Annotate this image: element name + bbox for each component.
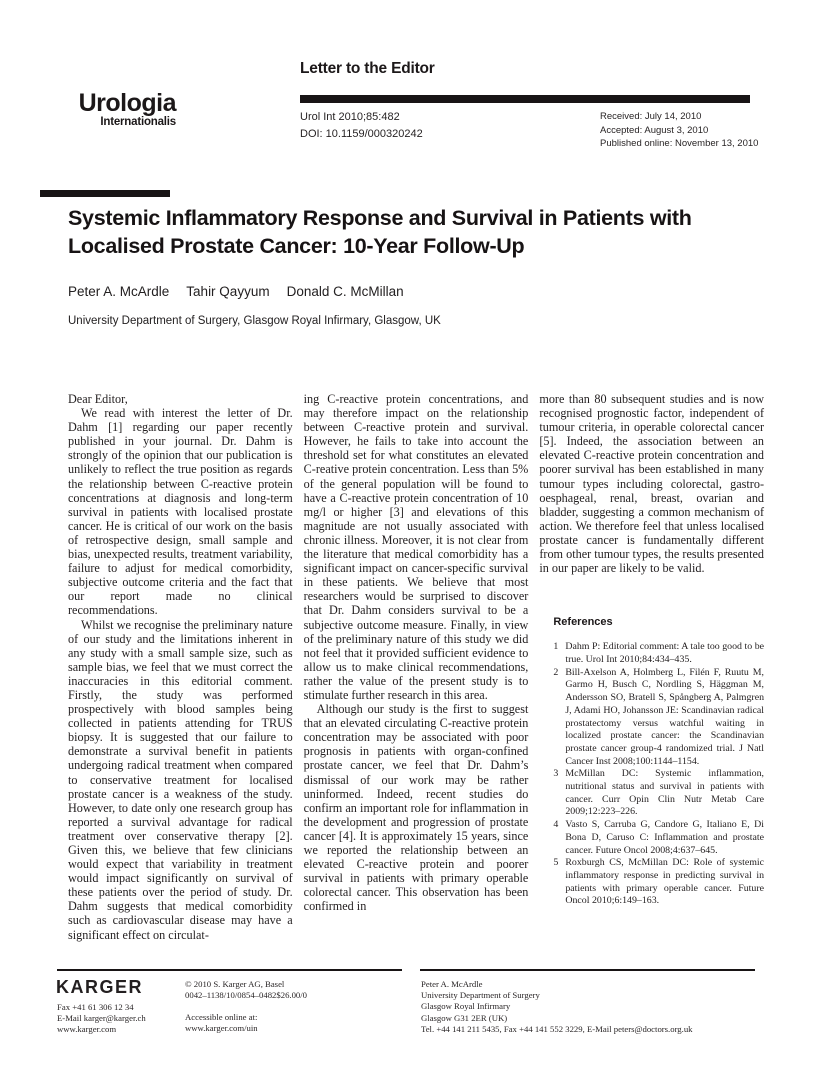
reference-number: 1 [553, 641, 559, 653]
reference-item [553, 768, 764, 819]
date-line: Accepted: August 3, 2010 [600, 124, 709, 136]
body-paragraph: more than 80 subsequent studies and is now recognised prognostic factor, independent of tumour criteria, in operable colorectal cancer [5]. Indeed, the association between an elevated C-reactive protein concentration and poorer survival has been established in many tumour types including colorectal, gastro-oesphageal, renal, breast, ovarian and bladder, suggesting a common mechanism of action. We therefore feel that unless localised prostate cancer is fundamentally different from other tumour types, the results presented in our paper are likely to be valid. [539, 392, 765, 576]
reference-number: 2 [553, 666, 559, 678]
reference-item [553, 641, 764, 666]
journal-logo-line1: Urologia [78, 89, 176, 117]
article-title: Systemic Inflammatory Response and Survival in Patients with Localised Prostate Cancer: 10-Year Follow-Up [68, 206, 692, 258]
body-column-1 [68, 392, 293, 942]
reference-item [553, 667, 764, 769]
reference-text: Bill-Axelson A, Holmberg L, Filén F, Ruutu M, Garmo H, Busch C, Nordling S, Häggman M, Andersson SO, Bratell S, Spångberg A, Palmgren J, Adami HO, Johansson JE: Scandinavian radical prostatectomy versus watchful waiting in localized prostate cancer: the Scandinavian prostate cancer group-4 randomized trial. J Natl Cancer Inst 2008;100:1144–1154. [565, 666, 765, 767]
copyright-line: 0042–1138/10/0854–0482$26.00/0 [185, 990, 308, 1001]
body-column-2 [304, 392, 529, 942]
references-list [553, 641, 764, 908]
reference-number: 5 [553, 857, 559, 869]
copyright-block [185, 979, 307, 1001]
correspondence-line: Glasgow G31 2ER (UK) [421, 1012, 508, 1023]
journal-citation: Urol Int 2010;85:482 [300, 111, 400, 123]
reference-text: Vasto S, Carruba G, Candore G, Italiano E, Di Bona D, Caruso C: Inflammation and prostate cancer. Future Oncol 2008;4:637–645. [565, 819, 765, 856]
reference-text: Dahm P: Editorial comment: A tale too good to be true. Urol Int 2010;84:434–435. [565, 641, 765, 666]
journal-logo [66, 90, 176, 129]
footer-rule-right [420, 969, 755, 971]
reference-number: 3 [553, 768, 559, 780]
references-section [539, 615, 764, 908]
body-column-3-text [539, 392, 764, 575]
date-line: Received: July 14, 2010 [600, 111, 702, 122]
body-paragraph: Although our study is the first to suggest that an elevated circulating C-reactive protein concentration may be associated with poor prognosis in patients with organ-confined prostate cancer, we feel that Dr. Dahm’s dismissal of our work may be rather uninformed. Indeed, recent studies do confirm an important role for inflammation in the development and progression of prostate cancer [4]. It is approximately 15 years, since we reported the relationship between an elevated C-reactive protein and poorer survival in patients with primary operable colorectal cancer. This observation has been confirmed in [303, 702, 529, 914]
publisher-contact-line: Fax +41 61 306 12 34 [57, 1002, 134, 1012]
reference-text: McMillan DC: Systemic inflammation, nutritional status and survival in patients with cancer. Curr Opin Clin Nutr Metab Care 2009;12:223–226. [565, 768, 765, 818]
journal-logo-line2: Internationalis [100, 116, 176, 128]
publisher-contact-line: www.karger.com [57, 1024, 117, 1035]
body-column-3 [539, 392, 764, 942]
publisher-contact-line: E-Mail karger@karger.ch [57, 1013, 146, 1024]
references-heading: References [553, 616, 613, 629]
body-paragraph: Dear Editor, [68, 392, 128, 406]
header-rule-bar [300, 95, 750, 103]
affiliation: University Department of Surgery, Glasgow Royal Infirmary, Glasgow, UK [68, 315, 441, 327]
author-name: Tahir Qayyum [186, 284, 270, 299]
author-name: Peter A. McArdle [68, 284, 170, 299]
correspondence-block [421, 979, 693, 1035]
dates-block [600, 110, 758, 151]
article-body [68, 392, 764, 942]
body-paragraph: ing C-reactive protein concentrations, and may therefore impact on the relationship between C-reactive protein and survival. However, he fails to take into account the threshold set for what constitutes an elevated C-reative protein concentration. Less than 5% of the general population will be found to have a C-reactive protein concentration of 10 mg/l or higher [3] and elevations of this magnitude are not usually associated with chronic illness. Moreover, it is not clear from the literature that medical comorbidity has a significant impact on cancer-specific survival in these patients. We believe that most researchers would be surprised to discover that Dr. Dahm considers survival to be a subjective outcome measure. Finally, in view of the preliminary nature of this study we did not feel that it provided sufficient evidence to allow us to make clinical recommendations, rather the value of the present study is to stimulate further research in this area. [303, 392, 529, 702]
publisher-logo: KARGER [56, 977, 144, 997]
author-name: Donald C. McMillan [286, 284, 404, 299]
online-access-line: www.karger.com/uin [185, 1023, 258, 1034]
publisher-contact [57, 1002, 146, 1036]
correspondence-line: Peter A. McArdle [421, 979, 483, 989]
footer-rule-left [57, 969, 402, 971]
correspondence-line: University Department of Surgery [421, 990, 540, 1001]
correspondence-line: Tel. +44 141 211 5435, Fax +44 141 552 3229, E-Mail peters@doctors.org.uk [421, 1023, 693, 1034]
reference-item [553, 857, 764, 908]
doi: DOI: 10.1159/000320242 [300, 128, 423, 140]
author-list [68, 284, 421, 299]
title-rule-bar [40, 190, 170, 197]
date-line: Published online: November 13, 2010 [600, 138, 759, 149]
reference-number: 4 [553, 819, 559, 831]
online-access-line: Accessible online at: [185, 1012, 258, 1022]
reference-item [553, 819, 764, 857]
online-access-block [185, 1012, 258, 1034]
copyright-line: © 2010 S. Karger AG, Basel [185, 979, 285, 989]
body-paragraph: Whilst we recognise the preliminary nature of our study and the limitations inherent in any study with a small sample size, such as sample bias, we feel that we must correct the inaccuracies in this editorial comment. Firstly, the study was performed prospectively with blood samples being collected in patients attending for TRUS biopsy. It is suggested that our failure to demonstrate a survival benefit in patients undergoing radical treatment when compared to conservative treatment for localised prostate cancer is a weakness of the study. However, to date only one research group has reported a survival advantage for radical treatment over conservative therapy [2]. Given this, we believe that few clinicians would expect that variability in treatment would impact significantly on survival of these patients over the period of study. Dr. Dahm suggests that medical comorbidity such as cardiovascular disease may have a significant effect on circulat- [68, 617, 293, 942]
section-label: Letter to the Editor [300, 60, 435, 77]
reference-text: Roxburgh CS, McMillan DC: Role of systemic inflammatory response in predicting survival in patients with primary operable cancer. Future Oncol 2010;6:149–163. [565, 857, 765, 907]
citation-block [300, 109, 423, 143]
correspondence-line: Glasgow Royal Infirmary [421, 1001, 511, 1012]
body-paragraph: We read with interest the letter of Dr. Dahm [1] regarding our paper recently published in your journal. Dr. Dahm is strongly of the opinion that our publication is unlikely to reflect the true position as regards the relationship between C-reactive protein concentrations at diagnosis and long-term survival in patients with localised prostate cancer. He is critical of our work on the basis of retrospective design, small sample and bias, unexpected results, treatment variability, failure to adjust for medical comorbidity, subjective outcome criteria and the fact that our report made no clinical recommendations. [68, 406, 293, 618]
